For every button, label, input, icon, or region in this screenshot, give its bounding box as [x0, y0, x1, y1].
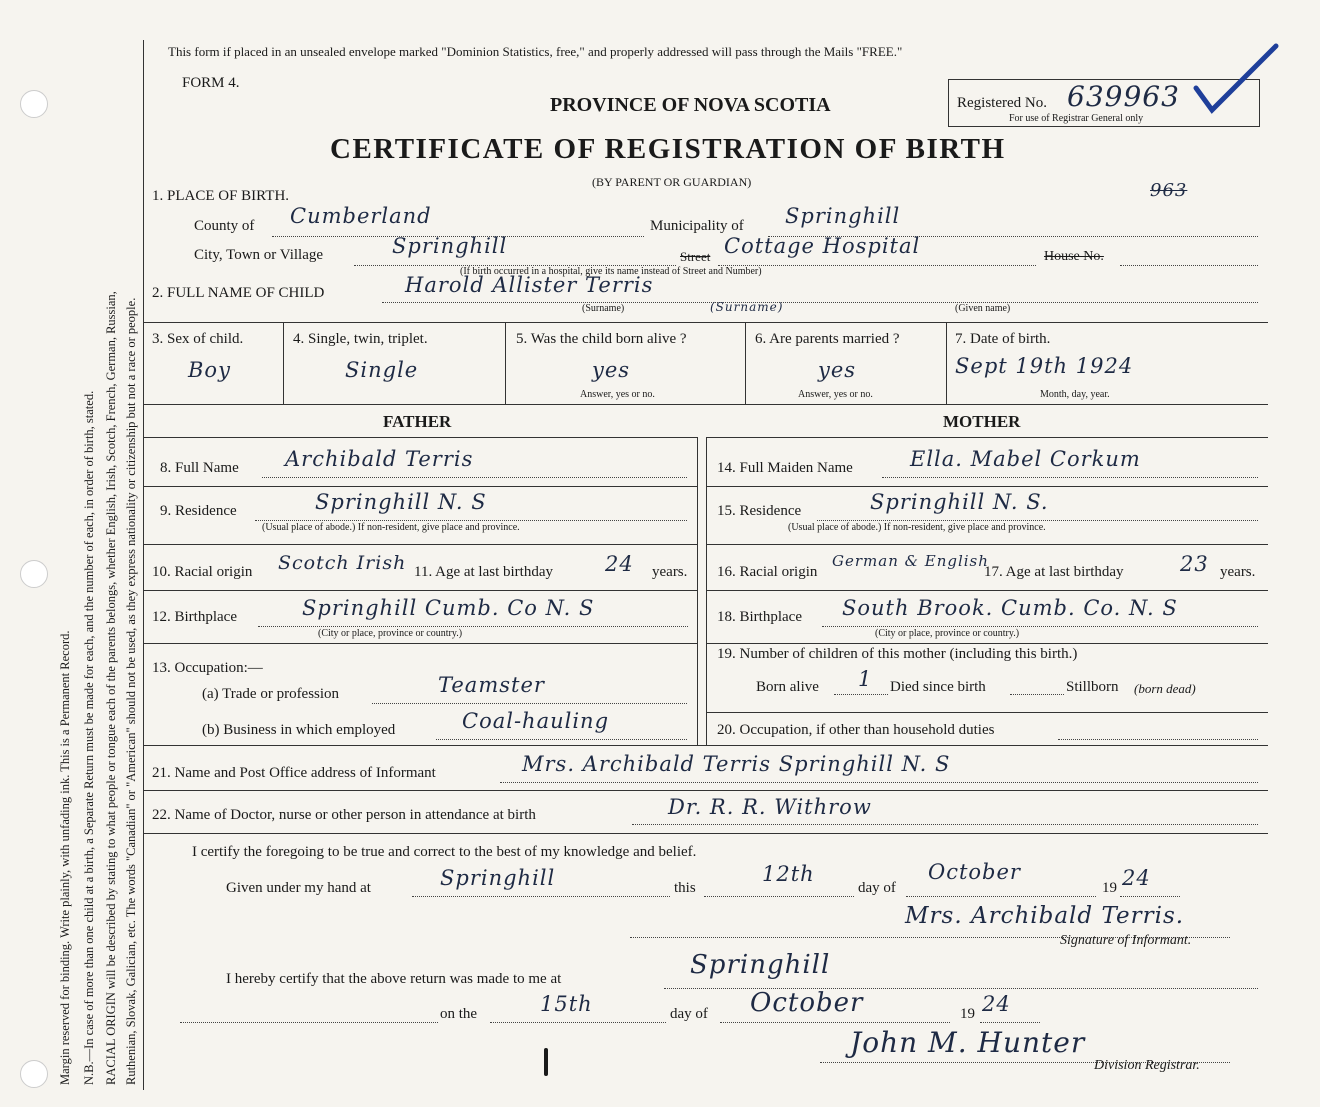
house-label: House No.: [1044, 249, 1104, 264]
mother-race-label: 16. Racial origin: [717, 564, 818, 580]
child-name-label: 2. FULL NAME OF CHILD: [152, 285, 325, 301]
county-value: Cumberland: [290, 204, 432, 228]
check-mark-icon: [1190, 40, 1280, 115]
mother-name-value: Ella. Mabel Corkum: [910, 447, 1141, 471]
father-age-label: 11. Age at last birthday: [414, 564, 553, 580]
mother-age-label: 17. Age at last birthday: [984, 564, 1124, 580]
informant-value: Mrs. Archibald Terris Springhill N. S: [522, 752, 951, 776]
mother-birthplace-label: 18. Birthplace: [717, 609, 802, 625]
father-race-value: Scotch Irish: [278, 552, 407, 574]
municipality-label: Municipality of: [650, 218, 744, 234]
place-of-birth-label: 1. PLACE OF BIRTH.: [152, 188, 290, 204]
margin-note-3: RACIAL ORIGIN will be described by stating to what people or tongue each of the parents belongs, whether English, Irish, Scotch, French, German, Russian,: [104, 291, 118, 1085]
registrar-day-of-label: day of: [670, 1006, 708, 1022]
certificate-subtitle: (BY PARENT OR GUARDIAN): [592, 175, 752, 189]
father-business-label: (b) Business in which employed: [202, 722, 396, 738]
corner-number: 963: [1150, 180, 1188, 201]
mother-birthplace-value: South Brook. Cumb. Co. N. S: [842, 596, 1178, 620]
certify-year-prefix: 19: [1102, 880, 1117, 896]
certify-year-suffix: 24: [1122, 866, 1151, 890]
ink-mark: [544, 1048, 548, 1076]
father-age-years: years.: [652, 564, 688, 580]
certify-day-of-label: day of: [858, 880, 896, 896]
born-alive-label: 5. Was the child born alive ?: [516, 331, 687, 347]
father-residence-value: Springhill N. S: [315, 490, 487, 514]
binder-hole: [20, 90, 48, 118]
province-heading: PROVINCE OF NOVA SCOTIA: [550, 94, 831, 116]
registrar-year-prefix: 19: [960, 1006, 975, 1022]
plurality-value: Single: [345, 358, 419, 382]
doctor-value: Dr. R. R. Withrow: [668, 795, 872, 819]
registrar-year-suffix: 24: [982, 992, 1011, 1016]
binder-hole: [20, 1060, 48, 1088]
street-value: Cottage Hospital: [724, 234, 921, 258]
born-alive-note: Answer, yes or no.: [580, 389, 655, 400]
street-label: Street: [680, 249, 711, 264]
county-label: County of: [194, 218, 255, 234]
father-business-value: Coal-hauling: [462, 709, 610, 733]
father-heading: FATHER: [383, 412, 452, 431]
stillborn-label: Stillborn: [1066, 679, 1119, 695]
child-name-value: Harold Allister Terris: [405, 273, 654, 297]
date-of-birth-note: Month, day, year.: [1040, 389, 1110, 400]
father-trade-label: (a) Trade or profession: [202, 686, 340, 702]
certify-month-value: October: [928, 860, 1021, 884]
born-alive-value: yes: [592, 358, 631, 382]
surname-correction: (Surname): [710, 300, 784, 314]
parents-married-value: yes: [818, 358, 857, 382]
registrar-signature: John M. Hunter: [850, 1026, 1086, 1059]
mother-residence-value: Springhill N. S.: [870, 490, 1049, 514]
father-birthplace-label: 12. Birthplace: [152, 609, 237, 625]
father-trade-value: Teamster: [438, 673, 545, 697]
registered-label: Registered No.: [957, 95, 1047, 111]
registrar-month-value: October: [750, 988, 864, 1018]
informant-signature: Mrs. Archibald Terris.: [905, 903, 1185, 929]
registrar-place-value: Springhill: [690, 950, 831, 980]
parents-married-note: Answer, yes or no.: [798, 389, 873, 400]
mother-occupation-label: 20. Occupation, if other than household duties: [717, 722, 995, 738]
given-place-value: Springhill: [440, 866, 556, 890]
registrar-use-note: For use of Registrar General only: [1009, 113, 1144, 124]
plurality-label: 4. Single, twin, triplet.: [293, 331, 428, 347]
mail-note: This form if placed in an unsealed envelope marked "Dominion Statistics, free," and properly addressed will pass through the Mails "FREE.": [168, 44, 903, 59]
sex-label: 3. Sex of child.: [152, 331, 244, 347]
father-age-value: 24: [605, 552, 634, 576]
certify-this-label: this: [674, 880, 696, 896]
margin-note-2: N.B.—In case of more than one child at a birth, a Separate Return must be made for each, and the number of each, in order of birth, stated.: [82, 390, 96, 1085]
mother-residence-note: (Usual place of abode.) If non-resident, give place and province.: [788, 522, 1046, 533]
date-of-birth-value: Sept 19th 1924: [955, 354, 1134, 378]
mother-residence-label: 15. Residence: [717, 503, 802, 519]
municipality-value: Springhill: [785, 204, 901, 228]
registrar-statement: I hereby certify that the above return was made to me at: [226, 971, 562, 987]
hospital-note: (If birth occurred in a hospital, give its name instead of Street and Number): [460, 266, 762, 277]
certify-day-value: 12th: [762, 862, 815, 886]
mother-age-years: years.: [1220, 564, 1256, 580]
father-name-value: Archibald Terris: [285, 447, 474, 471]
children-count-label: 19. Number of children of this mother (including this birth.): [717, 646, 1078, 662]
stillborn-note: (born dead): [1134, 681, 1196, 696]
informant-label: 21. Name and Post Office address of Informant: [152, 765, 436, 781]
informant-signature-label: Signature of Informant.: [1060, 933, 1192, 948]
form-number: FORM 4.: [182, 75, 240, 91]
father-residence-note: (Usual place of abode.) If non-resident, give place and province.: [262, 522, 520, 533]
margin-note-1: Margin reserved for binding. Write plainly, with unfading ink. This is a Permanent Record.: [58, 630, 72, 1085]
parents-married-label: 6. Are parents married ?: [755, 331, 900, 347]
certify-statement: I certify the foregoing to be true and correct to the best of my knowledge and belief.: [192, 844, 697, 860]
given-name-label: (Given name): [955, 303, 1011, 314]
mother-race-value: German & English: [832, 552, 989, 570]
city-label: City, Town or Village: [194, 247, 324, 263]
doctor-label: 22. Name of Doctor, nurse or other person in attendance at birth: [152, 807, 536, 823]
father-birthplace-value: Springhill Cumb. Co N. S: [302, 596, 595, 620]
father-residence-label: 9. Residence: [160, 503, 237, 519]
date-of-birth-label: 7. Date of birth.: [955, 331, 1051, 347]
mother-age-value: 23: [1180, 552, 1209, 576]
died-since-birth-label: Died since birth: [890, 679, 986, 695]
registrar-day-value: 15th: [540, 992, 593, 1016]
sex-value: Boy: [188, 358, 231, 382]
certificate-title: CERTIFICATE OF REGISTRATION OF BIRTH: [330, 133, 1006, 165]
born-alive-count-value: 1: [858, 667, 873, 691]
city-value: Springhill: [392, 234, 508, 258]
given-under-hand-label: Given under my hand at: [226, 880, 371, 896]
form-left-border: [143, 40, 144, 1090]
father-race-label: 10. Racial origin: [152, 564, 253, 580]
registered-number: 639963: [1067, 80, 1180, 113]
registrar-signature-label: Division Registrar.: [1094, 1058, 1200, 1073]
binder-hole: [20, 560, 48, 588]
mother-name-label: 14. Full Maiden Name: [717, 460, 853, 476]
father-birthplace-note: (City or place, province or country.): [318, 628, 463, 639]
margin-note-4: Ruthenian, Slovak, Galician, etc. The words "Canadian" or "American" should not be used, as they express nationality or citizenship but not a race or people.: [124, 297, 138, 1085]
surname-label: (Surname): [582, 303, 625, 314]
father-name-label: 8. Full Name: [160, 460, 239, 476]
father-occupation-label: 13. Occupation:—: [152, 660, 263, 676]
mother-birthplace-note: (City or place, province or country.): [875, 628, 1020, 639]
mother-heading: MOTHER: [943, 412, 1021, 431]
born-alive-count-label: Born alive: [756, 679, 819, 695]
registrar-on-the-label: on the: [440, 1006, 478, 1022]
